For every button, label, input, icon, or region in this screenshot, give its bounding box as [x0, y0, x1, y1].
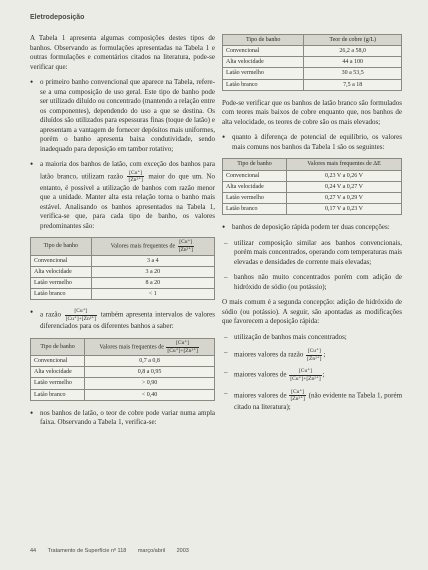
page-number: 44: [30, 548, 37, 554]
bullet-ratio-cu-zn: [30, 160, 215, 231]
cell-type: Latão branco: [31, 389, 85, 400]
table-row: [223, 46, 402, 57]
col-header-type: Tipo de banho: [223, 35, 304, 46]
table-ratio-cu-zn: [30, 237, 215, 300]
fraction-denominator: [Cu⁺]+[Zn²⁺]: [167, 347, 198, 354]
dash-item-ratio-cu-total: [222, 368, 402, 382]
dash-item-ratio-cu-zn-literature: [222, 389, 402, 413]
table-row: [31, 266, 215, 277]
table-row: [223, 68, 402, 79]
fraction-numerator: [Cu⁺]: [166, 340, 198, 348]
cell-value: 7,5 a 18: [304, 79, 402, 90]
dash-item-concentrated-baths: – utilização de banhos mais concentrados;: [222, 333, 402, 343]
cell-value: 0,23 V a 0,26 V: [287, 170, 402, 181]
left-bullet-list-2: [30, 308, 215, 332]
cell-type: Convencional: [223, 46, 304, 57]
cell-value: 0,7 a 0,8: [85, 356, 215, 367]
fraction-numerator: [Cu⁺]: [289, 368, 321, 376]
right-bullet-list-2: [222, 223, 402, 233]
dash-text: maiores valores de: [234, 391, 287, 400]
cell-type: Latão vermelho: [31, 277, 92, 288]
dash-item-concentrated: – utilizar composição similar aos banhos convencionais, porém mais concentrados, operando com temperaturas mais elevadas e densidades de corrente mais elevadas;: [222, 239, 402, 268]
cell-type: Latão vermelho: [223, 68, 304, 79]
dash-text: maiores valores da razão: [234, 351, 304, 359]
fraction-numerator: [Cu⁺]: [179, 239, 193, 246]
cell-type: Alta velocidade: [31, 266, 92, 277]
dash-text: ;: [323, 351, 326, 359]
table-row: [31, 255, 215, 266]
cell-value: < 0,40: [85, 389, 215, 400]
paragraph-white-brass: Pode-se verificar que os banhos de latão branco são formulados com teores mais baixos de cobre enquanto que, nos banhos de alta velocidade, os teores de cobre são os mais elevados;: [222, 98, 402, 126]
bullet-text: a maioria dos banhos de latão, com exceção dos banhos para latão branco, utilizam razão: [40, 160, 215, 181]
table-row: [31, 277, 215, 288]
issue-months: março/abril: [137, 548, 166, 554]
intro-paragraph: A Tabela 1 apresenta algumas composições destes tipos de banhos. Observando as formulações apresentadas na Tabela 1 e outras formulações e comentários citados na literatura, pode-se verificar que:: [30, 34, 215, 71]
cell-value: < 1: [91, 289, 214, 300]
cell-type: Alta velocidade: [223, 181, 287, 192]
fraction-denominator: [Zn²⁺]: [290, 396, 305, 403]
col-header-values: Valores mais frequentes de ΔE: [287, 159, 402, 170]
bullet-general-bath: • o primeiro banho convencional que aparece na Tabela, refere-se a uma composição de uso geral. Este tipo de banho pode ser utilizado diluído ou concentrado (mantendo a relação entre os componentes), dependendo do uso a que se destina. Os diluídos são utilizados para espessuras finas (toque de latão) e apresentam a vantagem de fornecer depósitos mais uniformes, porém o banho apresenta baixa condutividade, sendo inadequado para deposição em tambor rotativo;: [30, 78, 215, 154]
dash-list-conceptions: [222, 239, 402, 293]
cell-value: 44 a 100: [304, 57, 402, 68]
col-header-values: [85, 338, 215, 355]
table-row: [223, 57, 402, 68]
left-bullet-list-3: [30, 409, 215, 428]
left-column: [30, 34, 215, 434]
left-bullet-list: [30, 78, 215, 231]
right-bullet-list: [222, 133, 402, 152]
cell-type: Alta velocidade: [223, 57, 304, 68]
cell-type: Latão branco: [223, 203, 287, 214]
cell-value: 3 a 20: [91, 266, 214, 277]
table-row: [31, 356, 215, 367]
cell-value: > 0,90: [85, 378, 215, 389]
bullet-copper-content: • nos banhos de latão, o teor de cobre pode variar numa ampla faixa. Observando a Tabela 1, verifica-se:: [30, 409, 215, 428]
header-text: Valores mais frequentes de: [110, 243, 176, 250]
dash-text: (não evidente na Tabela 1, porém citado na literatura);: [234, 391, 403, 411]
dash-list-modifications: [222, 333, 402, 413]
cell-type: Convencional: [31, 356, 85, 367]
dash-text: ;: [322, 371, 325, 380]
table-row: [223, 192, 402, 203]
header-fraction: [178, 239, 194, 253]
header-text: Valores mais frequentes de: [99, 344, 164, 351]
col-header-type: Tipo de banho: [223, 159, 287, 170]
fraction-denominator: [Zn²⁺]: [128, 177, 143, 184]
table-row: [31, 389, 215, 400]
fraction-numerator: [Cu⁺]: [129, 169, 143, 176]
table-potential-difference: [222, 158, 402, 215]
table-header-row: [223, 35, 402, 46]
table-row: [31, 367, 215, 378]
table-row: [31, 378, 215, 389]
fraction-denominator: [Cu⁺]+[Zn²⁺]: [65, 315, 97, 322]
fraction-denominator: [Zn²⁺]: [307, 355, 322, 362]
col-header-type: Tipo de banho: [31, 238, 92, 255]
table-header-row: [31, 238, 215, 255]
fraction-denominator: [Cu⁺]+[Zn²⁺]: [290, 376, 321, 383]
header-fraction: [166, 340, 198, 354]
dash-text: maiores valores de: [234, 371, 287, 380]
table-header-row: [223, 159, 402, 170]
bullet-ratio-cu-total: [30, 308, 215, 332]
col-header-values: Teor de cobre (g/L): [304, 35, 402, 46]
cell-type: Latão branco: [31, 289, 92, 300]
section-header: Eletrodeposição: [30, 14, 85, 21]
fraction-numerator: [Cu⁺]: [307, 348, 321, 355]
ratio-fraction: [289, 368, 321, 382]
cell-type: Latão vermelho: [223, 192, 287, 203]
table-row: [223, 170, 402, 181]
ratio-fraction: [289, 389, 305, 403]
cell-value: 0,17 V a 0,23 V: [287, 203, 402, 214]
issue-year: 2003: [176, 548, 189, 554]
ratio-fraction: [306, 348, 322, 362]
col-header-values: [91, 238, 214, 255]
cell-type: Convencional: [223, 170, 287, 181]
table-ratio-cu-total: [30, 338, 215, 401]
ratio-fraction: [127, 170, 143, 184]
dash-item-ratio-cu-zn: [222, 348, 402, 362]
table-copper-content: [222, 34, 402, 91]
dash-item-hydroxide: – banhos não muito concentrados porém com adição de hidróxido de sódio (ou potássio);: [222, 273, 402, 292]
cell-type: Convencional: [31, 255, 92, 266]
fraction-denominator: [Zn²⁺]: [178, 247, 193, 254]
cell-value: 3 a 4: [91, 255, 214, 266]
fraction-numerator: [Cu⁺]: [291, 388, 305, 395]
table-row: [31, 289, 215, 300]
table-row: [223, 79, 402, 90]
col-header-type: Tipo de banho: [31, 338, 85, 355]
table-header-row: [31, 338, 215, 355]
cell-type: Latão branco: [223, 79, 304, 90]
table-row: [223, 181, 402, 192]
cell-value: 0,24 V a 0,27 V: [287, 181, 402, 192]
right-column: [222, 34, 402, 418]
cell-type: Alta velocidade: [31, 367, 85, 378]
cell-value: 0,8 a 0,95: [85, 367, 215, 378]
cell-type: Latão vermelho: [31, 378, 85, 389]
journal-name: Tratamento de Superfície nº 118: [47, 548, 127, 554]
bullet-fast-deposition: • banhos de deposição rápida podem ter duas concepções:: [222, 223, 402, 233]
bullet-potential-difference: • quanto à diferença de potencial de equilíbrio, os valores mais comuns nos banhos da Tabela 1 são os seguintes:: [222, 133, 402, 152]
bullet-text: também apresenta intervalos de valores diferenciados para os diferentes banhos a saber:: [40, 310, 216, 331]
bullet-text: a razão: [40, 310, 61, 319]
cell-value: 26,2 a 58,0: [304, 46, 402, 57]
cell-value: 30 a 53,5: [304, 68, 402, 79]
cell-value: 0,27 V a 0,29 V: [287, 192, 402, 203]
bullet-text: maior do que um. No entanto, é possível a utilização de banhos com razão menor que a unidade. Manter alta esta relação torna o banho mais estável. Analisando os banhos apresentados na Tabela 1, verifica-se que, para cada tipo de banho, os valores predominantes são:: [40, 172, 215, 230]
cell-value: 8 a 20: [91, 277, 214, 288]
fraction-numerator: [Cu⁺]: [65, 308, 97, 316]
ratio-fraction: [65, 308, 97, 322]
paragraph-most-common: O mais comum é a segunda concepção: adição de hidróxido de sódio (ou potássio). A seguir, são apontadas as modificações que favorecem a deposição rápida:: [222, 298, 402, 326]
page-footer: [30, 548, 199, 555]
table-row: [223, 203, 402, 214]
